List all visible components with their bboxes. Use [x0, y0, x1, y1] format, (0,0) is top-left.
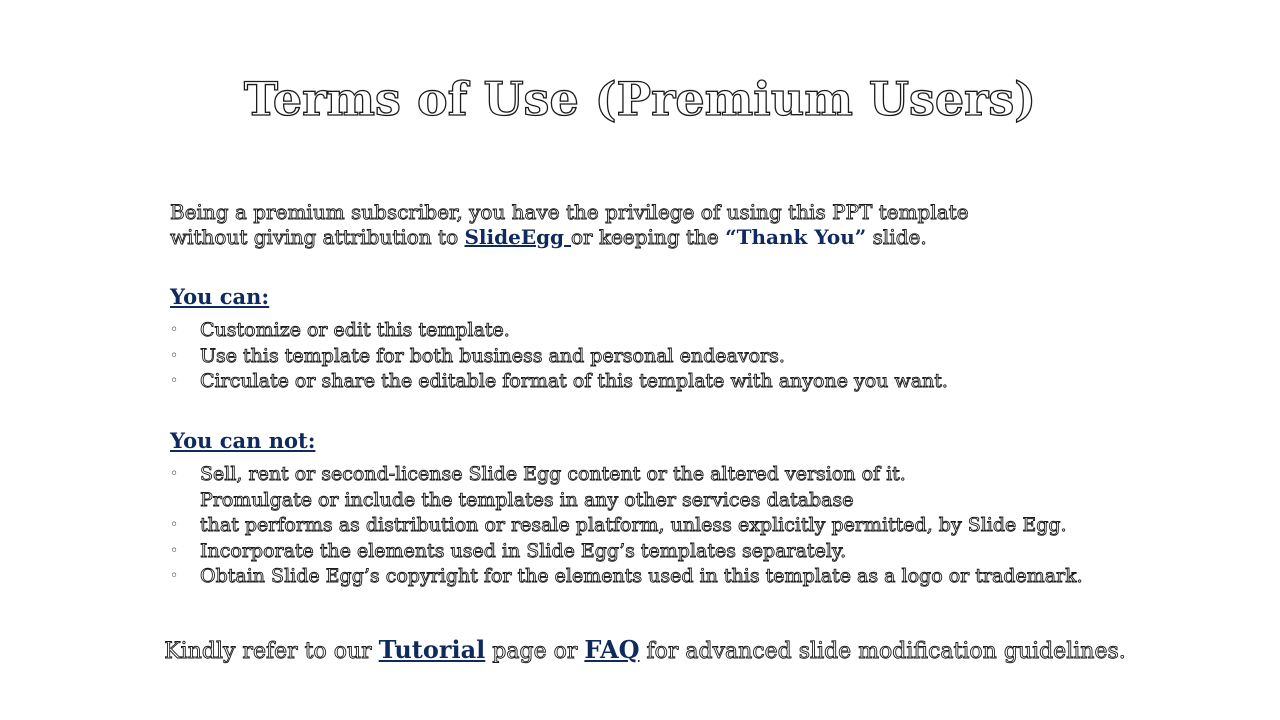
- bullet-icon: ◦: [170, 347, 179, 364]
- faq-link[interactable]: FAQ: [584, 635, 640, 664]
- footer-text-end: for advanced slide modification guidelines.: [639, 639, 1126, 664]
- intro-line-2-start: without giving attribution to: [170, 225, 465, 249]
- list-item-text: Circulate or share the editable format of this template with anyone you want.: [200, 370, 948, 392]
- bullet-icon: ◦: [170, 542, 179, 559]
- list-item: [170, 539, 1170, 565]
- intro-paragraph: [170, 200, 1130, 250]
- list-item: [170, 462, 1170, 488]
- intro-line-2-middle: or keeping the: [571, 225, 726, 249]
- you-can-list: [170, 318, 1170, 395]
- bullet-icon: ◦: [170, 517, 179, 533]
- you-can-not-list: [170, 462, 1170, 590]
- list-item: [170, 369, 1170, 395]
- page-title: Terms of Use (Premium Users): [243, 72, 1037, 126]
- list-item-text: Sell, rent or second-license Slide Egg content or the altered version of it.: [200, 463, 906, 485]
- bullet-icon: ◦: [170, 373, 179, 389]
- slideegg-link[interactable]: SlideEgg: [464, 225, 572, 249]
- you-can-heading: You can:: [170, 284, 270, 309]
- thank-you-emphasis: “Thank You”: [725, 225, 867, 249]
- list-item-text: Customize or edit this template.: [200, 319, 510, 341]
- bullet-icon: ◦: [170, 322, 179, 338]
- bullet-icon: ◦: [170, 568, 179, 584]
- list-item-text: Use this template for both business and personal endeavors.: [200, 344, 785, 367]
- list-item: [170, 513, 1170, 539]
- list-item: [170, 344, 1170, 370]
- bullet-icon: ◦: [170, 466, 179, 482]
- list-item: [170, 488, 1170, 514]
- footer-text-middle: page or: [485, 639, 585, 664]
- you-can-not-heading: You can not:: [170, 428, 316, 453]
- footer-text-start: Kindly refer to our: [164, 639, 379, 664]
- footer-note: [0, 633, 1280, 669]
- list-item: [170, 318, 1170, 344]
- list-item-text: Incorporate the elements used in Slide Egg’s templates separately.: [200, 539, 847, 562]
- intro-line-2-end: slide.: [866, 225, 927, 249]
- list-item-text: that performs as distribution or resale platform, unless explicitly permitted, by Slide Egg.: [200, 514, 1067, 536]
- list-item: [170, 564, 1170, 590]
- list-item-text: Obtain Slide Egg’s copyright for the elements used in this template as a logo or trademark.: [200, 565, 1083, 587]
- list-item-text: Promulgate or include the templates in any other services database: [200, 488, 854, 511]
- tutorial-link[interactable]: Tutorial: [378, 635, 486, 664]
- intro-line-1: Being a premium subscriber, you have the privilege of using this PPT template: [170, 200, 969, 224]
